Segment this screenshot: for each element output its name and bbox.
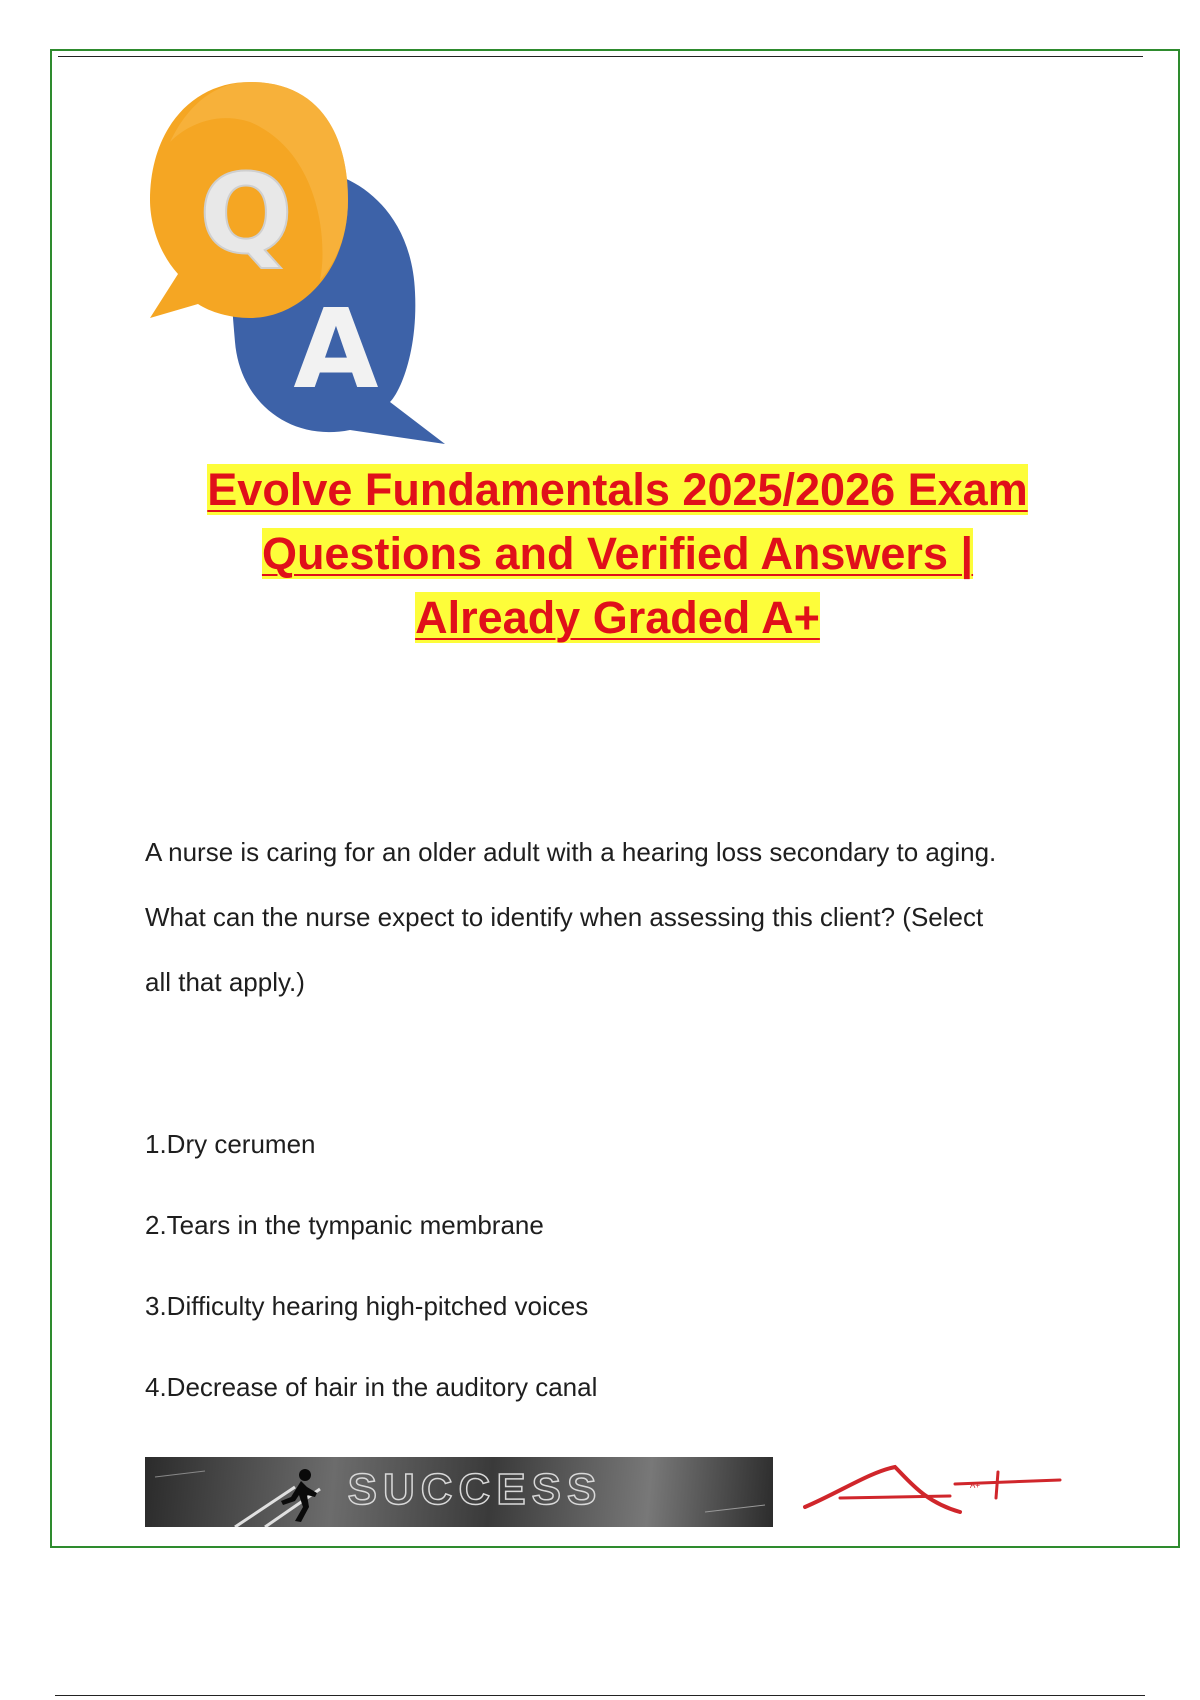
banner-word: SUCCESS <box>347 1465 603 1514</box>
top-divider <box>58 56 1143 57</box>
qa-logo-icon <box>150 82 460 452</box>
title-line: Already Graded A+ <box>415 592 820 643</box>
a-plus-grade-icon <box>800 1462 1065 1522</box>
grade-mark-text: A+ <box>970 1481 981 1490</box>
option-item: 4.Decrease of hair in the auditory canal <box>145 1372 598 1402</box>
title-line: Questions and Verified Answers | <box>261 528 974 579</box>
option-item: 1.Dry cerumen <box>145 1129 316 1159</box>
option-item: 3.Difficulty hearing high-pitched voices <box>145 1291 589 1321</box>
document-title <box>100 458 1135 650</box>
bottom-divider <box>55 1695 1145 1696</box>
option-item: 2.Tears in the tympanic membrane <box>145 1210 544 1240</box>
q-letter: Q <box>199 150 293 278</box>
answer-options <box>145 1104 1045 1428</box>
title-line: Evolve Fundamentals 2025/2026 Exam <box>207 464 1028 515</box>
question-line: What can the nurse expect to identify when assessing this client? (Select <box>145 902 984 932</box>
a-letter: A <box>293 285 379 413</box>
question-stem <box>145 820 1105 1015</box>
question-line: A nurse is caring for an older adult with a hearing loss secondary to aging. <box>145 837 997 867</box>
question-line: all that apply.) <box>145 967 305 997</box>
success-banner-image <box>145 1457 773 1527</box>
runner-silhouette-icon <box>273 1467 323 1523</box>
